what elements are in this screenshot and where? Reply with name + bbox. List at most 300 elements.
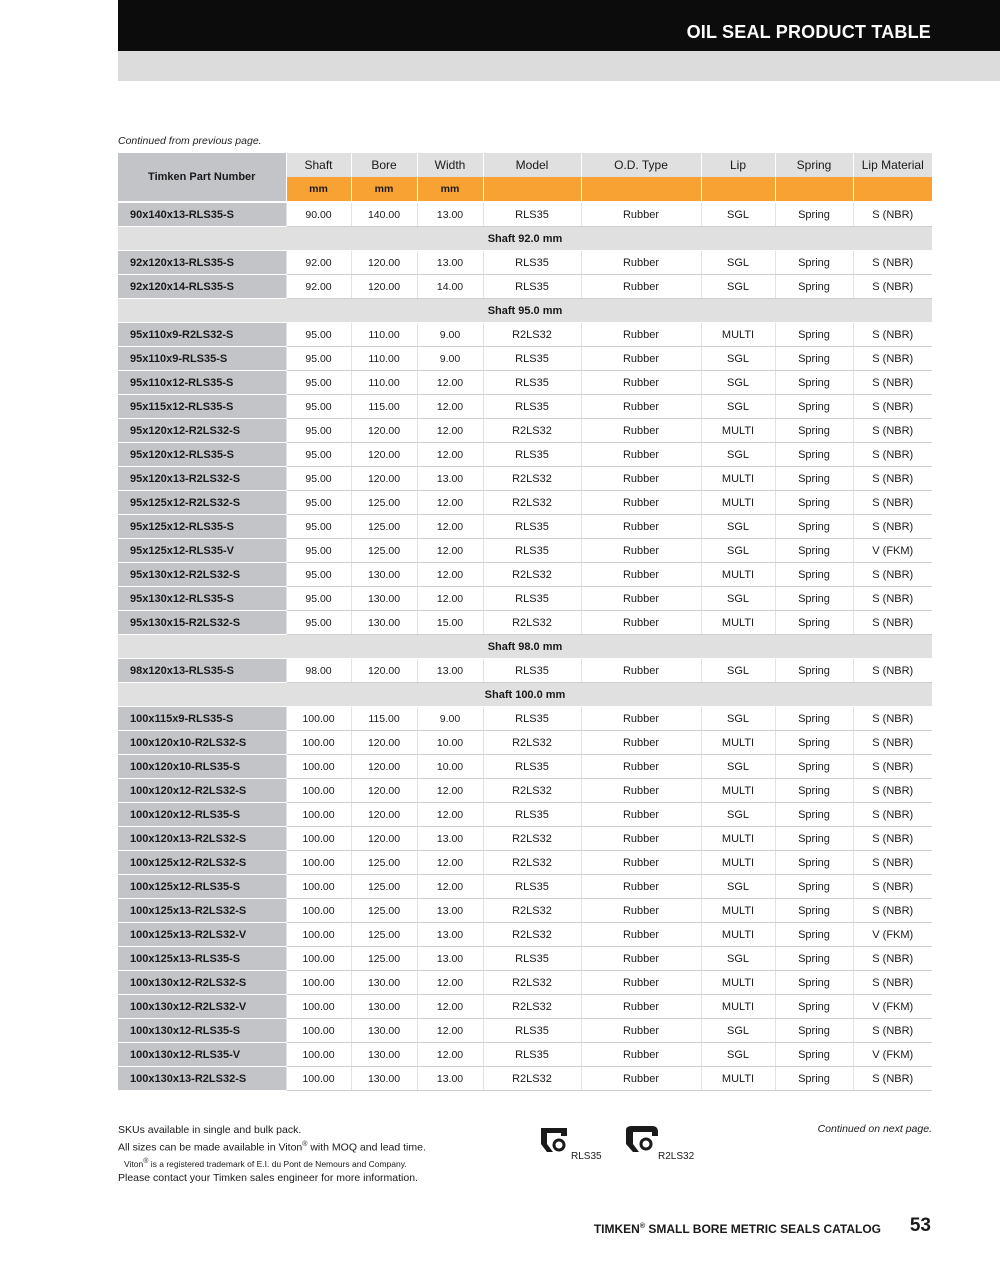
table-cell: 120.00 <box>351 467 417 491</box>
table-cell: 100.00 <box>286 923 351 947</box>
table-cell: Rubber <box>581 539 701 563</box>
column-header: O.D. Type <box>581 153 701 177</box>
part-number-cell: 100x130x12-RLS35-S <box>118 1019 286 1043</box>
part-number-cell: 100x130x12-R2LS32-S <box>118 971 286 995</box>
table-row <box>118 875 932 899</box>
table-row <box>118 563 932 587</box>
table-cell: 95.00 <box>286 539 351 563</box>
table-cell: Spring <box>775 923 853 947</box>
table-cell: 130.00 <box>351 971 417 995</box>
table-cell: 110.00 <box>351 323 417 347</box>
table-cell: MULTI <box>701 995 775 1019</box>
part-number-cell: 95x125x12-R2LS32-S <box>118 491 286 515</box>
table-cell: S (NBR) <box>853 947 932 971</box>
table-cell: SGL <box>701 371 775 395</box>
registered-mark: ® <box>143 1157 149 1165</box>
shaft-group-row <box>118 635 932 659</box>
part-number-cell: 100x125x12-RLS35-S <box>118 875 286 899</box>
table-row <box>118 971 932 995</box>
table-row <box>118 491 932 515</box>
part-number-cell: 95x125x12-RLS35-V <box>118 539 286 563</box>
table-cell: RLS35 <box>483 587 581 611</box>
note-viton-text: All sizes can be made available in Viton <box>118 1141 303 1153</box>
table-cell: Rubber <box>581 443 701 467</box>
table-cell: 95.00 <box>286 515 351 539</box>
table-cell: Rubber <box>581 875 701 899</box>
table-cell: 130.00 <box>351 611 417 635</box>
table-cell: 100.00 <box>286 899 351 923</box>
table-cell: Spring <box>775 971 853 995</box>
table-cell: Rubber <box>581 995 701 1019</box>
table-cell: 120.00 <box>351 419 417 443</box>
table-cell: 92.00 <box>286 275 351 299</box>
table-cell: Spring <box>775 827 853 851</box>
table-cell: Rubber <box>581 923 701 947</box>
table-cell: Rubber <box>581 899 701 923</box>
table-cell: 125.00 <box>351 491 417 515</box>
table-cell: RLS35 <box>483 659 581 683</box>
table-cell: 12.00 <box>417 443 483 467</box>
table-cell: 95.00 <box>286 563 351 587</box>
table-cell: Spring <box>775 803 853 827</box>
table-cell: 14.00 <box>417 275 483 299</box>
table-cell: 95.00 <box>286 371 351 395</box>
table-row <box>118 539 932 563</box>
table-cell: S (NBR) <box>853 611 932 635</box>
table-cell: 95.00 <box>286 611 351 635</box>
table-row <box>118 707 932 731</box>
table-cell: 120.00 <box>351 659 417 683</box>
table-cell: 13.00 <box>417 467 483 491</box>
table-cell: MULTI <box>701 1067 775 1091</box>
table-cell: 98.00 <box>286 659 351 683</box>
table-cell: Rubber <box>581 275 701 299</box>
table-cell: Rubber <box>581 755 701 779</box>
table-cell: 15.00 <box>417 611 483 635</box>
brand-name: TIMKEN <box>593 1222 640 1236</box>
table-cell: 13.00 <box>417 827 483 851</box>
column-header: Spring <box>775 153 853 177</box>
note-contact: Please contact your Timken sales engineer for more information. <box>118 1171 418 1184</box>
table-cell: Rubber <box>581 611 701 635</box>
table-cell: SGL <box>701 539 775 563</box>
part-number-cell: 98x120x13-RLS35-S <box>118 659 286 683</box>
table-cell: 9.00 <box>417 707 483 731</box>
table-cell: Rubber <box>581 323 701 347</box>
note-viton <box>118 1138 426 1155</box>
table-cell: 100.00 <box>286 995 351 1019</box>
table-row <box>118 755 932 779</box>
table-cell: RLS35 <box>483 395 581 419</box>
table-cell: SGL <box>701 202 775 227</box>
table-cell: 92.00 <box>286 251 351 275</box>
column-header: Lip <box>701 153 775 177</box>
table-row <box>118 587 932 611</box>
table-cell: S (NBR) <box>853 371 932 395</box>
part-number-cell: 95x130x12-R2LS32-S <box>118 563 286 587</box>
table-cell: Rubber <box>581 563 701 587</box>
table-cell: 9.00 <box>417 323 483 347</box>
table-cell: SGL <box>701 1019 775 1043</box>
table-cell: MULTI <box>701 491 775 515</box>
table-row <box>118 1043 932 1067</box>
table-cell: S (NBR) <box>853 563 932 587</box>
table-cell: 13.00 <box>417 899 483 923</box>
table-cell: 12.00 <box>417 1043 483 1067</box>
table-cell: Spring <box>775 755 853 779</box>
part-number-cell: 100x120x13-R2LS32-S <box>118 827 286 851</box>
column-header: Lip Material <box>853 153 932 177</box>
table-cell: Rubber <box>581 1019 701 1043</box>
table-cell: SGL <box>701 251 775 275</box>
table-cell: S (NBR) <box>853 347 932 371</box>
table-cell: 130.00 <box>351 563 417 587</box>
r2ls32-figure <box>624 1124 695 1163</box>
table-cell: Rubber <box>581 851 701 875</box>
table-cell: R2LS32 <box>483 995 581 1019</box>
table-cell: V (FKM) <box>853 1043 932 1067</box>
table-cell: S (NBR) <box>853 491 932 515</box>
table-cell: 100.00 <box>286 947 351 971</box>
unit-cell <box>853 177 932 202</box>
note-viton-text-end: with MOQ and lead time. <box>307 1141 426 1153</box>
part-number-cell: 95x110x12-RLS35-S <box>118 371 286 395</box>
part-number-cell: 95x120x12-RLS35-S <box>118 443 286 467</box>
table-row <box>118 323 932 347</box>
table-cell: MULTI <box>701 851 775 875</box>
table-cell: Spring <box>775 202 853 227</box>
unit-cell: mm <box>286 177 351 202</box>
table-cell: 130.00 <box>351 995 417 1019</box>
table-cell: 12.00 <box>417 515 483 539</box>
table-cell: 13.00 <box>417 202 483 227</box>
table-cell: RLS35 <box>483 755 581 779</box>
table-cell: R2LS32 <box>483 899 581 923</box>
table-row <box>118 515 932 539</box>
table-cell: MULTI <box>701 923 775 947</box>
table-row <box>118 995 932 1019</box>
table-cell: Spring <box>775 539 853 563</box>
table-cell: Spring <box>775 875 853 899</box>
table-cell: S (NBR) <box>853 803 932 827</box>
table-cell: Spring <box>775 947 853 971</box>
part-number-cell: 100x115x9-RLS35-S <box>118 707 286 731</box>
table-cell: S (NBR) <box>853 419 932 443</box>
table-row <box>118 659 932 683</box>
table-cell: 115.00 <box>351 707 417 731</box>
part-number-cell: 95x125x12-RLS35-S <box>118 515 286 539</box>
table-cell: 125.00 <box>351 947 417 971</box>
table-cell: SGL <box>701 1043 775 1067</box>
table-cell: 100.00 <box>286 731 351 755</box>
table-row <box>118 1019 932 1043</box>
table-cell: 95.00 <box>286 323 351 347</box>
table-cell: 125.00 <box>351 851 417 875</box>
table-cell: Rubber <box>581 202 701 227</box>
table-cell: 120.00 <box>351 443 417 467</box>
shaft-group-label: Shaft 92.0 mm <box>118 227 932 251</box>
part-number-cell: 92x120x13-RLS35-S <box>118 251 286 275</box>
table-cell: 95.00 <box>286 395 351 419</box>
table-cell: 100.00 <box>286 803 351 827</box>
table-cell: 13.00 <box>417 1067 483 1091</box>
part-number-cell: 100x120x10-R2LS32-S <box>118 731 286 755</box>
table-cell: 95.00 <box>286 443 351 467</box>
table-row <box>118 851 932 875</box>
unit-cell <box>483 177 581 202</box>
table-cell: Spring <box>775 659 853 683</box>
table-cell: R2LS32 <box>483 611 581 635</box>
part-number-cell: 95x120x13-R2LS32-S <box>118 467 286 491</box>
table-cell: 95.00 <box>286 419 351 443</box>
shaft-group-row <box>118 683 932 707</box>
table-cell: 12.00 <box>417 971 483 995</box>
table-cell: 12.00 <box>417 779 483 803</box>
table-cell: Spring <box>775 443 853 467</box>
unit-cell <box>581 177 701 202</box>
table-cell: Rubber <box>581 947 701 971</box>
table-cell: 100.00 <box>286 755 351 779</box>
unit-cell <box>701 177 775 202</box>
table-cell: 120.00 <box>351 803 417 827</box>
table-cell: S (NBR) <box>853 851 932 875</box>
part-number-cell: 95x115x12-RLS35-S <box>118 395 286 419</box>
table-cell: R2LS32 <box>483 323 581 347</box>
table-cell: 100.00 <box>286 875 351 899</box>
part-number-cell: 100x130x12-RLS35-V <box>118 1043 286 1067</box>
table-cell: S (NBR) <box>853 707 932 731</box>
table-row <box>118 251 932 275</box>
table-row <box>118 371 932 395</box>
table-cell: 13.00 <box>417 251 483 275</box>
table-cell: 100.00 <box>286 1019 351 1043</box>
table-cell: Spring <box>775 563 853 587</box>
unit-cell <box>775 177 853 202</box>
table-cell: S (NBR) <box>853 467 932 491</box>
table-cell: 12.00 <box>417 587 483 611</box>
rls35-figure <box>539 1124 602 1163</box>
part-number-cell: 100x120x12-R2LS32-S <box>118 779 286 803</box>
table-cell: Spring <box>775 587 853 611</box>
table-cell: RLS35 <box>483 875 581 899</box>
table-cell: 9.00 <box>417 347 483 371</box>
table-row <box>118 803 932 827</box>
table-cell: S (NBR) <box>853 755 932 779</box>
table-cell: Spring <box>775 1043 853 1067</box>
table-cell: Rubber <box>581 1043 701 1067</box>
table-cell: V (FKM) <box>853 923 932 947</box>
table-cell: Spring <box>775 995 853 1019</box>
note-pack: SKUs available in single and bulk pack. <box>118 1124 302 1136</box>
table-cell: RLS35 <box>483 1019 581 1043</box>
catalog-name <box>594 1222 881 1236</box>
table-cell: 120.00 <box>351 827 417 851</box>
table-cell: 90.00 <box>286 202 351 227</box>
table-cell: 125.00 <box>351 923 417 947</box>
table-cell: 13.00 <box>417 923 483 947</box>
table-cell: 12.00 <box>417 395 483 419</box>
table-cell: SGL <box>701 515 775 539</box>
table-cell: 12.00 <box>417 875 483 899</box>
table-cell: 13.00 <box>417 659 483 683</box>
rls35-seal-icon <box>539 1124 573 1158</box>
table-cell: 130.00 <box>351 1067 417 1091</box>
table-cell: R2LS32 <box>483 971 581 995</box>
table-cell: S (NBR) <box>853 1019 932 1043</box>
table-cell: Rubber <box>581 803 701 827</box>
table-cell: RLS35 <box>483 947 581 971</box>
note-trademark-text-end: is a registered trademark of E.I. du Pont de Nemours and Company. <box>148 1158 407 1169</box>
table-cell: 100.00 <box>286 707 351 731</box>
table-cell: 12.00 <box>417 851 483 875</box>
table-cell: 120.00 <box>351 755 417 779</box>
table-cell: S (NBR) <box>853 1067 932 1091</box>
table-row <box>118 731 932 755</box>
header-bar <box>118 0 1000 51</box>
shaft-group-label: Shaft 98.0 mm <box>118 635 932 659</box>
table-cell: Spring <box>775 611 853 635</box>
page-title: OIL SEAL PRODUCT TABLE <box>686 22 931 42</box>
table-cell: Spring <box>775 323 853 347</box>
column-header: Width <box>417 153 483 177</box>
table-cell: RLS35 <box>483 347 581 371</box>
table-cell: Rubber <box>581 251 701 275</box>
table-cell: MULTI <box>701 467 775 491</box>
table-cell: Rubber <box>581 515 701 539</box>
table-cell: Rubber <box>581 587 701 611</box>
continued-from-note: Continued from previous page. <box>118 135 262 147</box>
table-cell: R2LS32 <box>483 779 581 803</box>
table-row <box>118 1067 932 1091</box>
table-cell: 120.00 <box>351 779 417 803</box>
table-cell: 100.00 <box>286 1043 351 1067</box>
table-cell: Spring <box>775 851 853 875</box>
table-cell: 100.00 <box>286 827 351 851</box>
table-row <box>118 275 932 299</box>
table-cell: Spring <box>775 899 853 923</box>
shaft-group-row <box>118 299 932 323</box>
table-cell: 115.00 <box>351 395 417 419</box>
table-cell: 12.00 <box>417 995 483 1019</box>
table-cell: Rubber <box>581 1067 701 1091</box>
table-cell: Spring <box>775 251 853 275</box>
table-row <box>118 779 932 803</box>
r2ls32-seal-icon <box>624 1124 660 1158</box>
column-header: Model <box>483 153 581 177</box>
table-cell: 12.00 <box>417 803 483 827</box>
table-cell: Rubber <box>581 371 701 395</box>
shaft-group-label: Shaft 100.0 mm <box>118 683 932 707</box>
part-number-cell: 100x125x12-R2LS32-S <box>118 851 286 875</box>
table-row <box>118 419 932 443</box>
column-header-row <box>118 153 932 177</box>
table-cell: R2LS32 <box>483 851 581 875</box>
table-cell: Rubber <box>581 971 701 995</box>
table-body <box>118 202 932 1091</box>
table-cell: S (NBR) <box>853 323 932 347</box>
table-cell: 125.00 <box>351 515 417 539</box>
part-number-cell: 100x120x12-RLS35-S <box>118 803 286 827</box>
unit-cell: mm <box>417 177 483 202</box>
continued-next-note: Continued on next page. <box>817 1123 932 1135</box>
table-cell: R2LS32 <box>483 827 581 851</box>
table-cell: V (FKM) <box>853 539 932 563</box>
part-number-cell: 100x125x13-RLS35-S <box>118 947 286 971</box>
table-cell: MULTI <box>701 971 775 995</box>
table-cell: S (NBR) <box>853 779 932 803</box>
part-number-cell: 95x110x9-R2LS32-S <box>118 323 286 347</box>
table-cell: V (FKM) <box>853 995 932 1019</box>
table-cell: R2LS32 <box>483 419 581 443</box>
table-cell: RLS35 <box>483 803 581 827</box>
table-cell: 13.00 <box>417 947 483 971</box>
table-row <box>118 947 932 971</box>
table-cell: 95.00 <box>286 467 351 491</box>
table-cell: Spring <box>775 371 853 395</box>
table-cell: RLS35 <box>483 275 581 299</box>
table-cell: R2LS32 <box>483 491 581 515</box>
table-cell: RLS35 <box>483 251 581 275</box>
table-cell: Rubber <box>581 347 701 371</box>
table-cell: 10.00 <box>417 755 483 779</box>
table-cell: S (NBR) <box>853 659 932 683</box>
table-cell: R2LS32 <box>483 1067 581 1091</box>
table-cell: RLS35 <box>483 202 581 227</box>
table-cell: Spring <box>775 395 853 419</box>
table-cell: RLS35 <box>483 515 581 539</box>
table-cell: Spring <box>775 1067 853 1091</box>
table-cell: RLS35 <box>483 371 581 395</box>
table-cell: Spring <box>775 467 853 491</box>
table-cell: S (NBR) <box>853 251 932 275</box>
table-cell: 12.00 <box>417 419 483 443</box>
table-cell: 120.00 <box>351 275 417 299</box>
table-cell: Spring <box>775 515 853 539</box>
column-header: Shaft <box>286 153 351 177</box>
table-cell: S (NBR) <box>853 587 932 611</box>
table-cell: 125.00 <box>351 899 417 923</box>
table-cell: R2LS32 <box>483 923 581 947</box>
rls35-label: RLS35 <box>571 1151 602 1162</box>
table-cell: 10.00 <box>417 731 483 755</box>
table-cell: S (NBR) <box>853 275 932 299</box>
part-number-header: Timken Part Number <box>118 153 286 202</box>
table-cell: 130.00 <box>351 1019 417 1043</box>
table-cell: MULTI <box>701 419 775 443</box>
table-cell: Spring <box>775 1019 853 1043</box>
table-cell: S (NBR) <box>853 827 932 851</box>
table-cell: 100.00 <box>286 851 351 875</box>
table-cell: R2LS32 <box>483 731 581 755</box>
table-cell: Spring <box>775 419 853 443</box>
table-cell: SGL <box>701 395 775 419</box>
table-cell: R2LS32 <box>483 467 581 491</box>
footnotes <box>118 1123 426 1185</box>
r2ls32-label: R2LS32 <box>658 1151 695 1162</box>
table-row <box>118 202 932 227</box>
table-cell: SGL <box>701 659 775 683</box>
table-cell: S (NBR) <box>853 202 932 227</box>
table-cell: MULTI <box>701 899 775 923</box>
table-cell: MULTI <box>701 563 775 587</box>
table-cell: Spring <box>775 491 853 515</box>
unit-cell: mm <box>351 177 417 202</box>
table-cell: Spring <box>775 347 853 371</box>
table-cell: Rubber <box>581 395 701 419</box>
table-cell: SGL <box>701 443 775 467</box>
table-cell: MULTI <box>701 323 775 347</box>
table-cell: Rubber <box>581 779 701 803</box>
